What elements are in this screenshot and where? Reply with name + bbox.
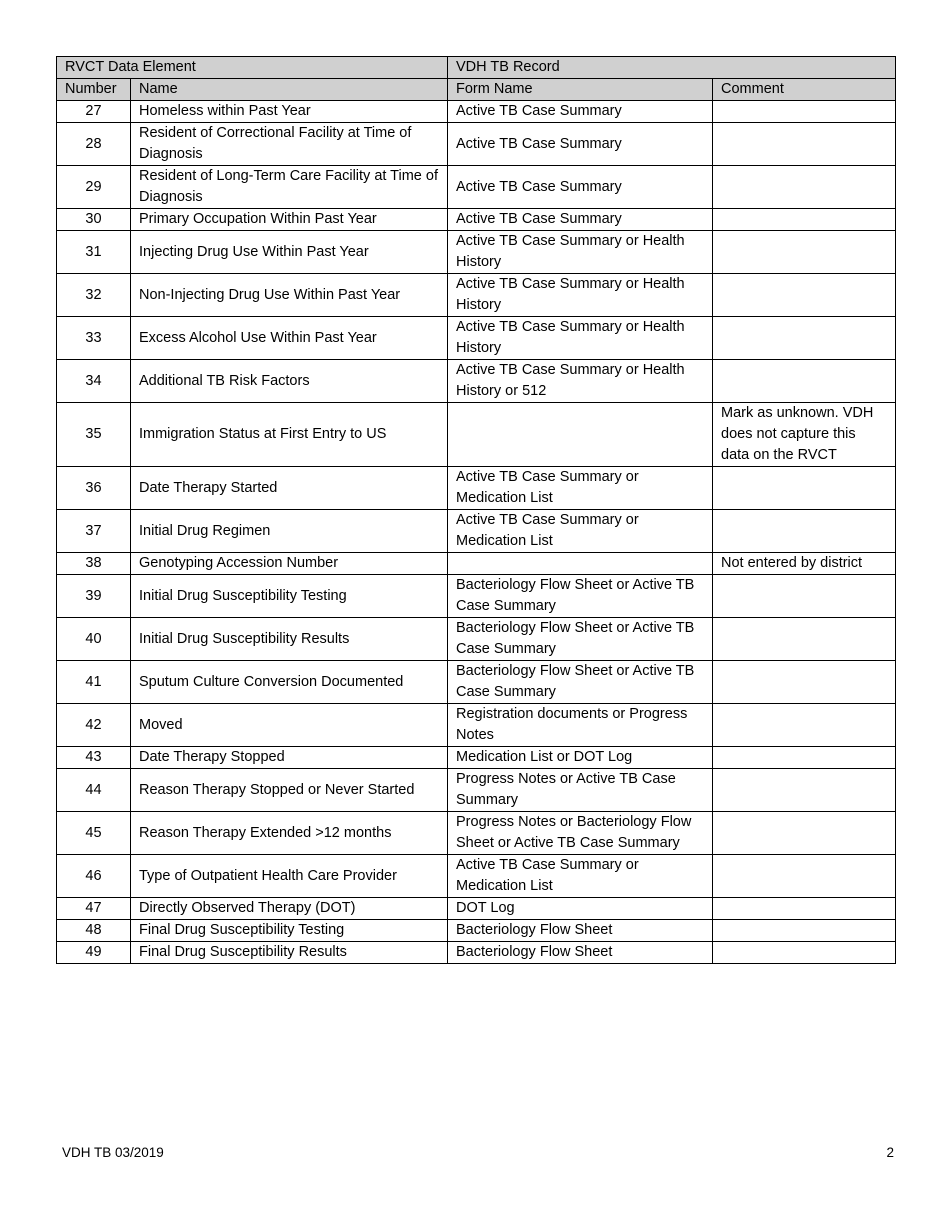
row-number-cell: 49 [57,942,131,964]
rvct-mapping-table [56,56,896,964]
row-name-cell: Injecting Drug Use Within Past Year [131,231,448,274]
row-form-cell: Progress Notes or Bacteriology Flow Sheet or Active TB Case Summary [448,812,713,855]
table-row [57,317,896,360]
row-comment-cell [713,123,896,166]
row-comment-cell [713,360,896,403]
table-row [57,553,896,575]
column-header-form: Form Name [448,79,713,101]
table-row [57,812,896,855]
row-number-cell: 42 [57,704,131,747]
table-row [57,942,896,964]
row-comment-cell [713,618,896,661]
row-number-cell: 34 [57,360,131,403]
table-row [57,231,896,274]
row-number-cell: 47 [57,898,131,920]
row-form-cell: Active TB Case Summary or Medication List [448,467,713,510]
row-comment-cell [713,704,896,747]
table-row [57,166,896,209]
row-comment-cell [713,101,896,123]
footer-page-number: 2 [886,1145,894,1160]
row-comment-cell [713,209,896,231]
row-form-cell: Progress Notes or Active TB Case Summary [448,769,713,812]
row-name-cell: Reason Therapy Stopped or Never Started [131,769,448,812]
row-name-cell: Date Therapy Started [131,467,448,510]
row-comment-cell [713,510,896,553]
row-form-cell: Bacteriology Flow Sheet or Active TB Case Summary [448,575,713,618]
row-form-cell: Active TB Case Summary [448,101,713,123]
row-number-cell: 40 [57,618,131,661]
row-form-cell: Active TB Case Summary [448,166,713,209]
row-number-cell: 38 [57,553,131,575]
table-row [57,618,896,661]
row-name-cell: Final Drug Susceptibility Testing [131,920,448,942]
row-number-cell: 32 [57,274,131,317]
table-row [57,855,896,898]
table-row [57,123,896,166]
row-name-cell: Excess Alcohol Use Within Past Year [131,317,448,360]
row-comment-cell [713,575,896,618]
row-form-cell: Medication List or DOT Log [448,747,713,769]
row-comment-cell [713,812,896,855]
row-comment-cell [713,898,896,920]
row-number-cell: 29 [57,166,131,209]
column-header-row [57,79,896,101]
row-comment-cell [713,747,896,769]
row-form-cell: Active TB Case Summary or Health History [448,317,713,360]
row-number-cell: 27 [57,101,131,123]
row-comment-cell [713,769,896,812]
table-row [57,209,896,231]
row-form-cell: Bacteriology Flow Sheet or Active TB Case Summary [448,661,713,704]
row-form-cell [448,403,713,467]
table-row [57,661,896,704]
row-name-cell: Final Drug Susceptibility Results [131,942,448,964]
row-form-cell: Bacteriology Flow Sheet [448,920,713,942]
row-form-cell: DOT Log [448,898,713,920]
row-form-cell: Registration documents or Progress Notes [448,704,713,747]
table-row [57,747,896,769]
column-header-name: Name [131,79,448,101]
row-comment-cell [713,942,896,964]
row-name-cell: Directly Observed Therapy (DOT) [131,898,448,920]
row-number-cell: 35 [57,403,131,467]
row-form-cell: Active TB Case Summary [448,209,713,231]
row-form-cell: Active TB Case Summary [448,123,713,166]
table-row [57,575,896,618]
column-header-number: Number [57,79,131,101]
row-comment-cell [713,166,896,209]
row-name-cell: Reason Therapy Extended >12 months [131,812,448,855]
row-number-cell: 39 [57,575,131,618]
row-comment-cell [713,274,896,317]
row-number-cell: 41 [57,661,131,704]
row-name-cell: Date Therapy Stopped [131,747,448,769]
table-row [57,920,896,942]
table-row [57,510,896,553]
row-comment-cell [713,661,896,704]
row-number-cell: 43 [57,747,131,769]
row-name-cell: Initial Drug Susceptibility Testing [131,575,448,618]
row-number-cell: 30 [57,209,131,231]
row-name-cell: Non-Injecting Drug Use Within Past Year [131,274,448,317]
row-comment-cell [713,317,896,360]
row-comment-cell [713,467,896,510]
table-row [57,274,896,317]
row-name-cell: Resident of Long-Term Care Facility at Time of Diagnosis [131,166,448,209]
table-row [57,769,896,812]
row-number-cell: 46 [57,855,131,898]
row-comment-cell: Mark as unknown. VDH does not capture this data on the RVCT [713,403,896,467]
row-name-cell: Homeless within Past Year [131,101,448,123]
group-header-vdh: VDH TB Record [448,57,896,79]
row-name-cell: Moved [131,704,448,747]
row-form-cell [448,553,713,575]
row-name-cell: Resident of Correctional Facility at Time of Diagnosis [131,123,448,166]
table-row [57,360,896,403]
row-comment-cell [713,231,896,274]
row-name-cell: Initial Drug Regimen [131,510,448,553]
row-name-cell: Initial Drug Susceptibility Results [131,618,448,661]
table-row [57,467,896,510]
row-name-cell: Additional TB Risk Factors [131,360,448,403]
row-form-cell: Active TB Case Summary or Medication List [448,510,713,553]
row-form-cell: Active TB Case Summary or Medication List [448,855,713,898]
row-number-cell: 44 [57,769,131,812]
row-name-cell: Genotyping Accession Number [131,553,448,575]
row-number-cell: 33 [57,317,131,360]
row-name-cell: Immigration Status at First Entry to US [131,403,448,467]
row-form-cell: Bacteriology Flow Sheet or Active TB Case Summary [448,618,713,661]
table-row [57,898,896,920]
row-number-cell: 36 [57,467,131,510]
row-number-cell: 45 [57,812,131,855]
row-number-cell: 48 [57,920,131,942]
row-number-cell: 37 [57,510,131,553]
table-row [57,704,896,747]
row-number-cell: 28 [57,123,131,166]
row-number-cell: 31 [57,231,131,274]
row-form-cell: Active TB Case Summary or Health History [448,274,713,317]
table-row [57,403,896,467]
row-form-cell: Active TB Case Summary or Health History or 512 [448,360,713,403]
row-comment-cell: Not entered by district [713,553,896,575]
table-row [57,101,896,123]
row-form-cell: Active TB Case Summary or Health History [448,231,713,274]
row-name-cell: Primary Occupation Within Past Year [131,209,448,231]
row-name-cell: Sputum Culture Conversion Documented [131,661,448,704]
group-header-row [57,57,896,79]
row-name-cell: Type of Outpatient Health Care Provider [131,855,448,898]
row-comment-cell [713,855,896,898]
group-header-rvct: RVCT Data Element [57,57,448,79]
row-comment-cell [713,920,896,942]
column-header-comment: Comment [713,79,896,101]
footer-document-id: VDH TB 03/2019 [62,1145,164,1160]
row-form-cell: Bacteriology Flow Sheet [448,942,713,964]
